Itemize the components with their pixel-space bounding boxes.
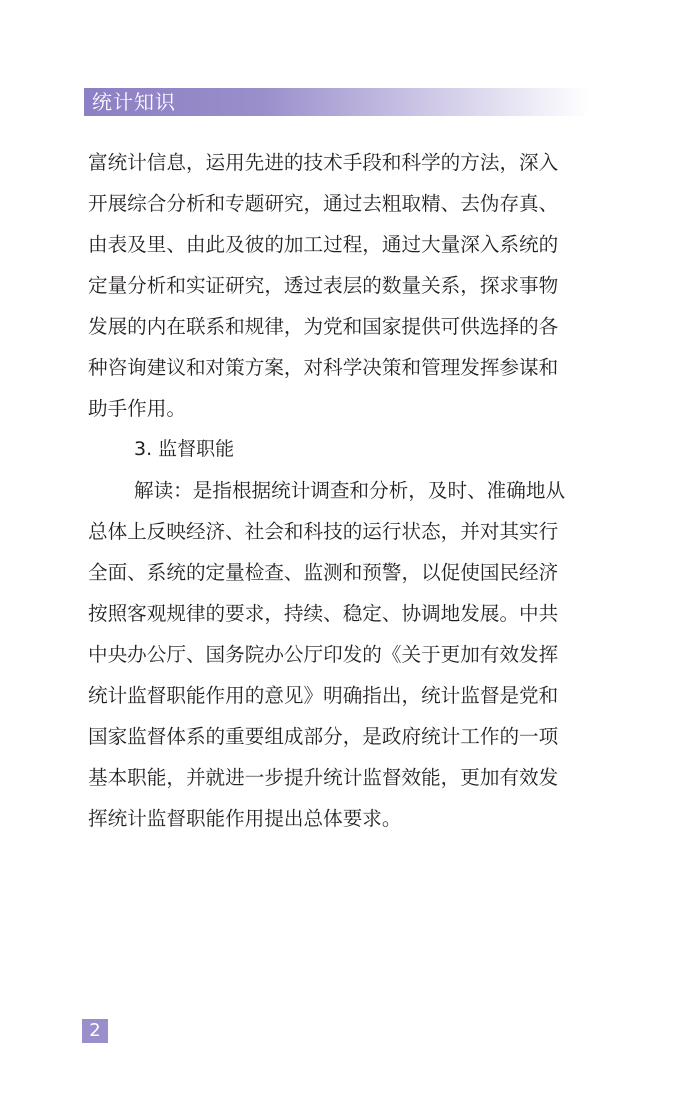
paragraph-line: 基本职能，并就进一步提升统计监督效能，更加有效发 bbox=[88, 766, 559, 789]
paragraph-line: 挥统计监督职能作用提出总体要求。 bbox=[88, 807, 402, 830]
paragraph-line: 定量分析和实证研究，透过表层的数量关系，探求事物 bbox=[88, 274, 559, 297]
page-number-badge: 2 bbox=[82, 1019, 108, 1043]
paragraph-line: 统计监督职能作用的意见》明确指出，统计监督是党和 bbox=[88, 684, 559, 707]
paragraph-line: 富统计信息，运用先进的技术手段和科学的方法，深入 bbox=[88, 151, 559, 174]
paragraph-line: 助手作用。 bbox=[88, 397, 186, 420]
paragraph-line: 全面、系统的定量检查、监测和预警，以促使国民经济 bbox=[88, 561, 559, 584]
paragraph-line: 发展的内在联系和规律，为党和国家提供可供选择的各 bbox=[88, 315, 559, 338]
paragraph-line: 按照客观规律的要求，持续、稳定、协调地发展。中共 bbox=[88, 602, 559, 625]
paragraph-line: 国家监督体系的重要组成部分，是政府统计工作的一项 bbox=[88, 725, 559, 748]
section-title: 统计知识 bbox=[92, 90, 176, 114]
section-header-bar bbox=[84, 88, 590, 116]
section-heading: 3. 监督职能 bbox=[134, 438, 235, 460]
paragraph-line: 中央办公厅、国务院办公厅印发的《关于更加有效发挥 bbox=[88, 643, 559, 666]
paragraph-line: 种咨询建议和对策方案，对科学决策和管理发挥参谋和 bbox=[88, 356, 559, 379]
paragraph-line: 解读：是指根据统计调查和分析，及时、准确地从 bbox=[134, 479, 566, 502]
paragraph-line: 开展综合分析和专题研究，通过去粗取精、去伪存真、 bbox=[88, 192, 559, 215]
paragraph-line: 由表及里、由此及彼的加工过程，通过大量深入系统的 bbox=[88, 233, 559, 256]
page-body bbox=[88, 142, 592, 839]
paragraph-line: 总体上反映经济、社会和科技的运行状态，并对其实行 bbox=[88, 520, 559, 543]
